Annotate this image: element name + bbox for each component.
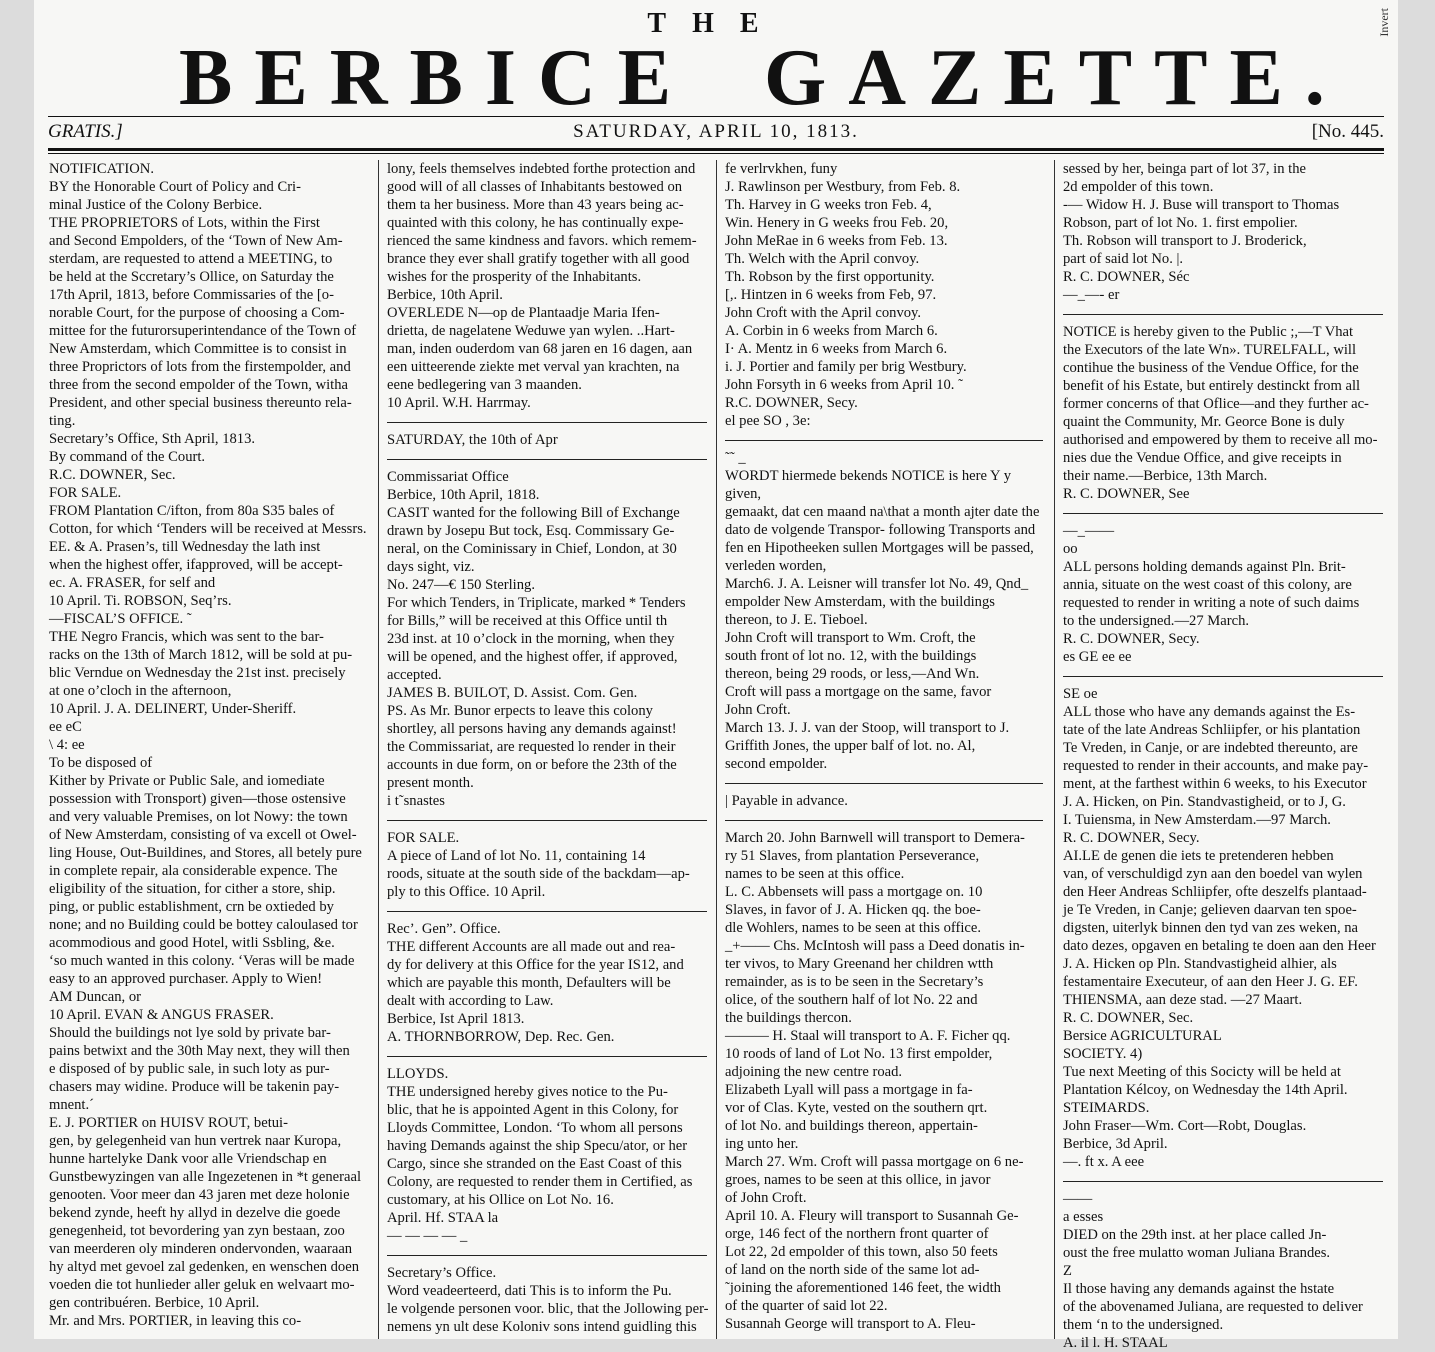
text-line: e disposed of by public sale, in such loty as pur- xyxy=(49,1061,330,1077)
text-line: genegenheid, tot bevordering yan zyn bestaan, zoo xyxy=(49,1223,345,1239)
text-line: of land on the north side of the same lot ad- xyxy=(725,1262,980,1278)
text-line: dato de volgende Transpor- following Transports and xyxy=(725,522,1036,538)
text-line: three from the second empolder of the Town, witha xyxy=(49,377,349,393)
text-line: contihue the business of the Vendue Office, for the xyxy=(1063,360,1359,376)
text-line: ——— H. Staal will transport to A. F. Ficher qq. xyxy=(725,1028,1011,1044)
text-line: Rec’. Gen”. Office. xyxy=(387,921,501,937)
text-line: THIENSMA, aan deze stad. —27 Maart. xyxy=(1063,992,1303,1008)
text-line: empolder New Amsterdam, with the buildings xyxy=(725,594,995,610)
text-line: 23d inst. at 10 o’clock in the morning, when they xyxy=(387,631,675,647)
text-line: good will of all classes of Inhabitants bestowed on xyxy=(387,179,683,195)
text-line: Z xyxy=(1063,1263,1072,1279)
text-line: thereon, to J. E. Tieboel. xyxy=(725,612,868,628)
text-line: To be disposed of xyxy=(49,755,153,771)
text-line: having Demands against the ship Specu/ator, or her xyxy=(387,1138,688,1154)
text-line: John Croft will transport to Wm. Croft, the xyxy=(725,630,976,646)
text-line: ply to this Office. 10 April. xyxy=(387,884,546,900)
text-line: _+—— Chs. McIntosh will pass a Deed donatis in- xyxy=(725,938,1025,954)
text-line: Word veadeerteerd, dati This is to inform the Pu. xyxy=(387,1283,672,1299)
text-line: easy to an approved purchaser. Apply to Wien! xyxy=(49,971,323,987)
text-line: NOTICE is hereby given to the Public ;,—T Vhat xyxy=(1063,324,1354,340)
text-line: Lot 22, 2d empolder of this town, also 50 feets xyxy=(725,1244,998,1260)
text-line: A. il l. H. STAAL xyxy=(1063,1335,1168,1351)
section-rule xyxy=(1063,676,1383,677)
text-line: part of said lot No. |. xyxy=(1063,251,1184,267)
text-line: THE different Accounts are all made out and rea- xyxy=(387,939,676,955)
text-line: fen en Hipotheeken sullen Mortgages will be passed, xyxy=(725,540,1034,556)
text-line: WORDT hiermede bekends NOTICE is here Y y xyxy=(725,468,1011,484)
text-line: vor of Clas. Kyte, vested on the southern qrt. xyxy=(725,1100,988,1116)
text-line: Commissariat Office xyxy=(387,469,509,485)
text-line: je Te Vreden, in Canje; gelieven daarvan ten spoe- xyxy=(1063,902,1357,918)
text-line: Th. Robson will transport to J. Broderick, xyxy=(1063,233,1307,249)
text-line: of the abovenamed Juliana, are requested to deliver xyxy=(1063,1299,1363,1315)
section-rule xyxy=(1063,314,1383,315)
text-line: drawn by Josepu But tock, Esq. Commissary Ge- xyxy=(387,523,675,539)
column-3 xyxy=(725,160,1043,1339)
text-line: man, inden ouderdom van 68 jaren en 16 dagen, aan xyxy=(387,341,693,357)
text-line: a esses xyxy=(1063,1209,1104,1225)
text-line: gen contribuéren. Berbice, 10 April. xyxy=(49,1295,260,1311)
text-line: R.C. DOWNER, Sec. xyxy=(49,467,176,483)
masthead-the: THE xyxy=(647,8,785,39)
text-line: groes, names to be seen at this ollice, in javor xyxy=(725,1172,991,1188)
text-line: when the highest offer, ifapproved, will be accept- xyxy=(49,557,343,573)
text-line: of lot No. and buildings thereon, appertain- xyxy=(725,1118,978,1134)
text-line: ALL those who have any demands against the Es- xyxy=(1063,704,1356,720)
text-line: E. J. PORTIER on HUISV ROUT, betui- xyxy=(49,1115,288,1131)
text-line: SATURDAY, the 10th of Apr xyxy=(387,432,558,448)
text-line: Griffith Jones, the upper balf of lot. no. Al, xyxy=(725,738,976,754)
text-line: brance they ever shall gratify together with all good xyxy=(387,251,690,267)
text-line: hunne hartelyke Dank voor alle Vriendschap en xyxy=(49,1151,327,1167)
text-line: 17th April, 1813, before Commissaries of the [o- xyxy=(49,287,334,303)
text-line: R. C. DOWNER, Séc xyxy=(1063,269,1190,285)
text-line: Should the buildings not lye sold by private bar- xyxy=(49,1025,331,1041)
text-line: 10 April. EVAN & ANGUS FRASER. xyxy=(49,1007,274,1023)
text-line: authorised and empowered by them to receive all mo- xyxy=(1063,432,1378,448)
text-line: mnent.´ xyxy=(49,1097,94,1113)
dateline xyxy=(48,121,1384,145)
text-line: norable Court, for the purpose of choosing a Com- xyxy=(49,305,345,321)
text-line: them ‘n to the undersigned. xyxy=(1063,1317,1224,1333)
text-line: A. Corbin in 6 weeks from March 6. xyxy=(725,323,938,339)
text-line: verleden worden, xyxy=(725,558,827,574)
text-line: blic, that he is appointed Agent in this Colony, for xyxy=(387,1102,679,1118)
column-divider xyxy=(716,160,717,1339)
text-line: | Payable in advance. xyxy=(725,793,848,809)
text-line: —_—— xyxy=(1063,523,1115,539)
text-line: orge, 146 fect of the northern front quarter of xyxy=(725,1226,989,1242)
text-line: former concerns of that Oflice—and they further ac- xyxy=(1063,396,1369,412)
text-line: le volgende personen voor. blic, that the Jollowing per- xyxy=(387,1301,709,1317)
text-line: them ta her business. More than 43 years being ac- xyxy=(387,197,684,213)
text-line: Colony, are requested to render them in Certified, as xyxy=(387,1174,693,1190)
text-line: J. A. Hicken, on Pin. Standvastigheid, or to J, G. xyxy=(1063,794,1346,810)
text-line: 10 roods of land of Lot No. 13 first empolder, xyxy=(725,1046,993,1062)
text-line: March6. J. A. Leisner will transfer lot No. 49, Qnd_ xyxy=(725,576,1029,592)
text-line: possession with Tronsport) given—those ostensive xyxy=(49,791,346,807)
text-line: adjoining the new centre road. xyxy=(725,1064,903,1080)
text-line: benefit of his Estate, but entirely destinckt from all xyxy=(1063,378,1361,394)
text-line: John Forsyth in 6 weeks from April 10. ˜ xyxy=(725,377,963,393)
text-line: pains betwixt and the 30th May next, they will then xyxy=(49,1043,350,1059)
text-line: ping, or public establishment, crn be oxtieded by xyxy=(49,899,334,915)
text-line: ing unto her. xyxy=(725,1136,799,1152)
text-line: sessed by her, beinga part of lot 37, in the xyxy=(1063,161,1306,177)
text-line: Croft will pass a mortgage on the same, favor xyxy=(725,684,992,700)
section-rule xyxy=(725,820,1043,821)
text-line: THE Negro Francis, which was sent to the bar- xyxy=(49,629,324,645)
text-line: J. A. Hicken op Pln. Standvastigheid alhier, als xyxy=(1063,956,1337,972)
text-line: shortley, all persons having any demands against! xyxy=(387,721,677,737)
text-line: acommodious and good Hotel, witli Ssbling, &e. xyxy=(49,935,335,951)
text-line: den Heer Andreas Schliipfer, ofte deszelfs plantaad- xyxy=(1063,884,1367,900)
text-line: for Bills,” will be received at this Office until th xyxy=(387,613,668,629)
text-line: Plantation Kélcoy, on Wednesday the 14th April. xyxy=(1063,1082,1348,1098)
dateline-rule xyxy=(48,148,1384,151)
text-line: at one o’cloch in the afternoon, xyxy=(49,683,232,699)
text-line: of John Croft. xyxy=(725,1190,807,1206)
text-line: rienced the same kindness and favors. which remem- xyxy=(387,233,697,249)
text-line: the buildings thercon. xyxy=(725,1010,852,1026)
text-line: Berbice, 3d April. xyxy=(1063,1136,1168,1152)
text-line: DIED on the 29th inst. at her place called Jn- xyxy=(1063,1227,1327,1243)
text-line: dy for delivery at this Office for the year IS12, and xyxy=(387,957,684,973)
text-line: dato dezes, opgaven en betaling te doen aan den Heer xyxy=(1063,938,1376,954)
section-rule xyxy=(387,911,707,912)
text-line: eligibility of the situation, for cither a store, ship. xyxy=(49,881,336,897)
text-line: March 20. John Barnwell will transport to Demera- xyxy=(725,830,1025,846)
text-line: [,. Hintzen in 6 weeks from Feb, 97. xyxy=(725,287,937,303)
text-line: ment, at the farthest within 6 weeks, to his Executor xyxy=(1063,776,1367,792)
text-line: AM Duncan, or xyxy=(49,989,142,1005)
text-line: digsten, uiterlyk binnen den tyd van zes weken, na xyxy=(1063,920,1359,936)
text-line: R. C. DOWNER, Secy. xyxy=(1063,631,1200,647)
text-line: March 27. Wm. Croft will passa mortgage on 6 ne- xyxy=(725,1154,1024,1170)
text-line: SE oe xyxy=(1063,686,1098,702)
column-2 xyxy=(387,160,707,1339)
masthead-title-left: BERBICE xyxy=(179,34,694,122)
text-line: quaint the Community, Mr. Georce Bone is duly xyxy=(1063,414,1345,430)
text-line: —FISCAL’S OFFICE. ˜ xyxy=(49,611,192,627)
text-line: ter vivos, to Mary Greenand her children wtth xyxy=(725,956,994,972)
text-line: —. ft x. A eee xyxy=(1063,1154,1145,1170)
text-line: voeden die tot hunlieder aller geluk en welvaart mo- xyxy=(49,1277,355,1293)
text-line: 2d empolder of this town. xyxy=(1063,179,1214,195)
text-line: J. Rawlinson per Westbury, from Feb. 8. xyxy=(725,179,961,195)
text-line: remainder, as is to be seen in the Secretary’s xyxy=(725,974,984,990)
text-line: which are payable this month, Defaulters will be xyxy=(387,975,671,991)
text-line: days sight, viz. xyxy=(387,559,475,575)
text-line: John Croft. xyxy=(725,702,791,718)
text-line: For which Tenders, in Triplicate, marked * Tenders xyxy=(387,595,686,611)
section-rule xyxy=(725,440,1043,441)
text-line: Gunstbewyzingen van alle Ingezetenen in *t generaal xyxy=(49,1169,362,1185)
text-line: Elizabeth Lyall will pass a mortgage in fa- xyxy=(725,1082,973,1098)
text-line: second empolder. xyxy=(725,756,828,772)
text-line: JAMES B. BUILOT, D. Assist. Com. Gen. xyxy=(387,685,638,701)
section-rule xyxy=(387,1056,707,1057)
text-line: drietta, de nagelatene Weduwe yan wylen. ..Hart- xyxy=(387,323,675,339)
text-line: John Croft with the April convoy. xyxy=(725,305,922,321)
section-rule xyxy=(387,1255,707,1256)
text-line: Robson, part of lot No. 1. first empolier. xyxy=(1063,215,1298,231)
text-line: their name.—Berbice, 13th March. xyxy=(1063,468,1268,484)
text-line: R. C. DOWNER, See xyxy=(1063,486,1190,502)
text-line: R. C. DOWNER, Sec. xyxy=(1063,1010,1194,1026)
text-line: roods, situate at the south side of the backdam—ap- xyxy=(387,866,690,882)
text-line: NOTIFICATION. xyxy=(49,161,154,177)
text-line: minal Justice of the Colony Berbice. xyxy=(49,197,263,213)
text-line: Th. Harvey in G weeks tron Feb. 4, xyxy=(725,197,932,213)
text-line: -— Widow H. J. Buse will transport to Thomas xyxy=(1063,197,1340,213)
text-line: FOR SALE. xyxy=(387,830,460,846)
text-line: annia, situate on the west coast of this colony, are xyxy=(1063,577,1352,593)
text-line: New Amsterdam, which Committee is to consist in xyxy=(49,341,347,357)
text-line: President, and other special business thereunto rela- xyxy=(49,395,352,411)
text-line: wishes for the prosperity of the Inhabitants. xyxy=(387,269,642,285)
text-line: AI.LE de genen die iets te pretenderen hebben xyxy=(1063,848,1334,864)
text-line: Il those having any demands against the hstate xyxy=(1063,1281,1335,1297)
text-line: the Commissariat, are requested lo render in their xyxy=(387,739,676,755)
text-line: three Proprictors of lots from the firstempolder, and xyxy=(49,359,351,375)
text-line: given, xyxy=(725,486,762,502)
masthead-title-right: GAZETTE. xyxy=(764,34,1347,122)
text-line: tate of the late Andreas Schliipfer, or his plantation xyxy=(1063,722,1361,738)
text-line: requested to render in writing a note of such daims xyxy=(1063,595,1360,611)
text-line: bekend zynde, heeft hy allyd in dezelve die goede xyxy=(49,1205,341,1221)
text-line: of the quarter of said lot 22. xyxy=(725,1298,888,1314)
text-line: 10 April. Ti. ROBSON, Seq’rs. xyxy=(49,593,232,609)
text-line: Secretary’s Office. xyxy=(387,1265,497,1281)
text-line: accounts in due form, on or before the 23th of the xyxy=(387,757,677,773)
text-line: THE PROPRIETORS of Lots, within the First xyxy=(49,215,320,231)
text-line: BY the Honorable Court of Policy and Cri- xyxy=(49,179,301,195)
text-line: 10 April. W.H. Harrmay. xyxy=(387,395,531,411)
text-line: oo xyxy=(1063,541,1078,557)
text-line: A piece of Land of lot No. 11, containing 14 xyxy=(387,848,646,864)
text-line: ec. A. FRASER, for self and xyxy=(49,575,216,591)
dateline-rule-thin xyxy=(48,153,1384,154)
text-line: in complete repair, ala considerable expence. The xyxy=(49,863,338,879)
text-line: Th. Welch with the April convoy. xyxy=(725,251,920,267)
issue-number: [No. 445. xyxy=(1311,121,1384,142)
text-line: FROM Plantation C/ifton, from 80a S35 bales of xyxy=(49,503,335,519)
text-line: quainted with this colony, he has continually expe- xyxy=(387,215,684,231)
text-line: nies due the Vendue Office, and give receipts in xyxy=(1063,450,1342,466)
text-line: el pee SO , 3e: xyxy=(725,413,811,429)
text-line: ˜joining the aforementioned 146 feet, the width xyxy=(725,1280,1001,1296)
column-divider xyxy=(378,160,379,1339)
text-line: accepted. xyxy=(387,667,442,683)
section-rule xyxy=(387,422,707,423)
text-line: of New Amsterdam, consisting of va excell ot Owel- xyxy=(49,827,357,843)
text-line: and Second Empolders, of the ‘Town of New Am- xyxy=(49,233,343,249)
text-line: sterdam, are requested to attend a MEETING, to xyxy=(49,251,333,267)
section-rule xyxy=(387,459,707,460)
text-line: Win. Henery in G weeks frou Feb. 20, xyxy=(725,215,949,231)
text-line: Berbice, 10th April, 1818. xyxy=(387,487,540,503)
text-line: SOCIETY. 4) xyxy=(1063,1046,1143,1062)
text-line: chasers may widine. Produce will be takenin pay- xyxy=(49,1079,340,1095)
text-line: fe verlrvkhen, funy xyxy=(725,161,838,177)
text-line: Te Vreden, in Canje, or are indebted thereunto, are xyxy=(1063,740,1358,756)
text-line: R. C. DOWNER, Secy. xyxy=(1063,830,1200,846)
text-line: L. C. Abbensets will pass a mortgage on. 10 xyxy=(725,884,983,900)
text-line: oust the free mulatto woman Juliana Brandes. xyxy=(1063,1245,1331,1261)
text-line: lony, feels themselves indebted forthe protection and xyxy=(387,161,696,177)
text-line: Lloyds Committee, London. ‘To whom all persons xyxy=(387,1120,683,1136)
text-line: Cotton, for which ‘Tenders will be received at Messrs. xyxy=(49,521,367,537)
text-line: dle Wohlers, names to be seen at this office. xyxy=(725,920,982,936)
column-4 xyxy=(1063,160,1383,1351)
text-line: Susannah George will transport to A. Fleu- xyxy=(725,1316,976,1332)
text-line: R.C. DOWNER, Secy. xyxy=(725,395,858,411)
text-line: ALL persons holding demands against Pln. Brit- xyxy=(1063,559,1346,575)
text-line: — — — — _ xyxy=(387,1228,468,1244)
text-line: festamentaire Executeur, of aan den Heer J. G. EF. xyxy=(1063,974,1358,990)
text-line: LLOYDS. xyxy=(387,1066,449,1082)
text-line: Secretary’s Office, Sth April, 1813. xyxy=(49,431,256,447)
text-line: ˜˜ _ xyxy=(725,450,746,466)
text-line: thereon, being 29 roods, or less,—And Wn. xyxy=(725,666,980,682)
text-line: dealt with according to Law. xyxy=(387,993,554,1009)
text-line: FOR SALE. xyxy=(49,485,122,501)
section-rule xyxy=(387,820,707,821)
text-line: een uitteerende ziekte met verval yan krachten, na xyxy=(387,359,680,375)
section-rule xyxy=(1063,1181,1383,1182)
text-line: will be opened, and the highest offer, if approved, xyxy=(387,649,678,665)
text-line: No. 247—€ 150 Sterling. xyxy=(387,577,535,593)
text-line: hy altyd met gevoel zal gedenken, en wenschen doen xyxy=(49,1259,360,1275)
text-line: customary, at his Ollice on Lot No. 16. xyxy=(387,1192,614,1208)
text-line: ling House, Out-Buildines, and Stores, all betely pure xyxy=(49,845,362,861)
text-line: OVERLEDE N—op de Plantaadje Maria Ifen- xyxy=(387,305,660,321)
text-line: van meerderen oly minderen ondervonden, waaraan xyxy=(49,1241,353,1257)
text-line: ee eC xyxy=(49,719,82,735)
text-line: eene bedlegering van 3 maanden. xyxy=(387,377,582,393)
text-line: Cargo, since she stranded on the East Coast of this xyxy=(387,1156,682,1172)
text-line: ‘so much wanted in this colony. ‘Veras will be made xyxy=(49,953,355,969)
column-1 xyxy=(49,160,369,1339)
text-line: I· A. Mentz in 6 weeks from March 6. xyxy=(725,341,948,357)
text-line: south front of lot no. 12, with the buildings xyxy=(725,648,977,664)
text-line: neral, on the Cominissary in Chief, London, at 30 xyxy=(387,541,677,557)
text-line: CASIT wanted for the following Bill of Exchange xyxy=(387,505,680,521)
text-line: present month. xyxy=(387,775,474,791)
text-line: genooten. Voor meer dan 43 jaren met deze holonie xyxy=(49,1187,350,1203)
text-line: mittee for the futurorsuperintendance of the Town of xyxy=(49,323,357,339)
text-line: ry 51 Slaves, from plantation Perseverance, xyxy=(725,848,980,864)
text-line: to the undersigned.—27 March. xyxy=(1063,613,1250,629)
section-rule xyxy=(1063,513,1383,514)
text-line: March 13. J. J. van der Stoop, will transport to J. xyxy=(725,720,1010,736)
text-line: April. Hf. STAA la xyxy=(387,1210,499,1226)
text-line: 10 April. J. A. DELINERT, Under-Sheriff. xyxy=(49,701,297,717)
text-line: none; and no Building could be bottey caloulased tor xyxy=(49,917,358,933)
text-line: Bersice AGRICULTURAL xyxy=(1063,1028,1222,1044)
text-line: PS. As Mr. Bunor erpects to leave this colony xyxy=(387,703,653,719)
text-line: i t˜snastes xyxy=(387,793,445,809)
text-line: EE. & A. Prasen’s, till Wednesday the lath inst xyxy=(49,539,321,555)
text-line: STEIMARDS. xyxy=(1063,1100,1150,1116)
column-divider xyxy=(1054,160,1055,1339)
masthead-rule xyxy=(48,116,1384,117)
newspaper-page xyxy=(34,0,1398,1351)
text-line: ting. xyxy=(49,413,76,429)
text-line: and very valuable Premises, on lot Nowy: the town xyxy=(49,809,348,825)
gratis-label: GRATIS.] xyxy=(48,121,123,142)
text-line: Kither by Private or Public Sale, and iomediate xyxy=(49,773,325,789)
text-line: \ 4: ee xyxy=(49,737,85,753)
text-line: requested to render in their accounts, and make pay- xyxy=(1063,758,1369,774)
text-line: i. J. Portier and family per brig Westbury. xyxy=(725,359,967,375)
text-line: names to be seen at this office. xyxy=(725,866,905,882)
text-line: van, of verschuldigd zyn aan den boedel van wylen xyxy=(1063,866,1363,882)
text-line: By command of the Court. xyxy=(49,449,206,465)
text-line: —_—- er xyxy=(1063,287,1120,303)
text-line: be held at the Sccretary’s Ollice, on Saturday the xyxy=(49,269,334,285)
text-line: John Fraser—Wm. Cort—Robt, Douglas. xyxy=(1063,1118,1307,1134)
text-line: olice, of the southern half of lot No. 22 and xyxy=(725,992,978,1008)
text-line: Berbice, 10th April. xyxy=(387,287,503,303)
text-line: nemens yn ult dese Koloniv sons intend guidling this xyxy=(387,1319,697,1335)
text-line: John MeRae in 6 weeks from Feb. 13. xyxy=(725,233,948,249)
text-line: gen, by gelegenheid van hun vertrek naar Kuropa, xyxy=(49,1133,342,1149)
text-line: Mr. and Mrs. PORTIER, in leaving this co- xyxy=(49,1313,302,1329)
text-line: blic Verndue on Wednesday the 21st inst. precisely xyxy=(49,665,346,681)
text-line: April 10. A. Fleury will transport to Susannah Ge- xyxy=(725,1208,1019,1224)
text-line: THE undersigned hereby gives notice to the Pu- xyxy=(387,1084,668,1100)
text-line: gemaakt, dat cen maand na\that a month ajter date the xyxy=(725,504,1040,520)
text-line: racks on the 13th of March 1812, will be sold at pu- xyxy=(49,647,353,663)
issue-date: SATURDAY, APRIL 10, 1813. xyxy=(573,121,859,142)
text-line: A. THORNBORROW, Dep. Rec. Gen. xyxy=(387,1029,615,1045)
text-line: es GE ee ee xyxy=(1063,649,1132,665)
invert-label[interactable]: Invert xyxy=(1377,8,1391,37)
text-line: Slaves, in favor of J. A. Hicken qq. the boe- xyxy=(725,902,981,918)
section-rule xyxy=(725,783,1043,784)
text-line: —— xyxy=(1063,1191,1093,1207)
text-line: Tue next Meeting of this Socicty will be held at xyxy=(1063,1064,1341,1080)
text-line: I. Tuiensma, in New Amsterdam.—97 March. xyxy=(1063,812,1331,828)
text-line: Berbice, Ist April 1813. xyxy=(387,1011,525,1027)
text-line: the Executors of the late Wn». TURELFALL, will xyxy=(1063,342,1357,358)
text-line: Th. Robson by the first opportunity. xyxy=(725,269,935,285)
